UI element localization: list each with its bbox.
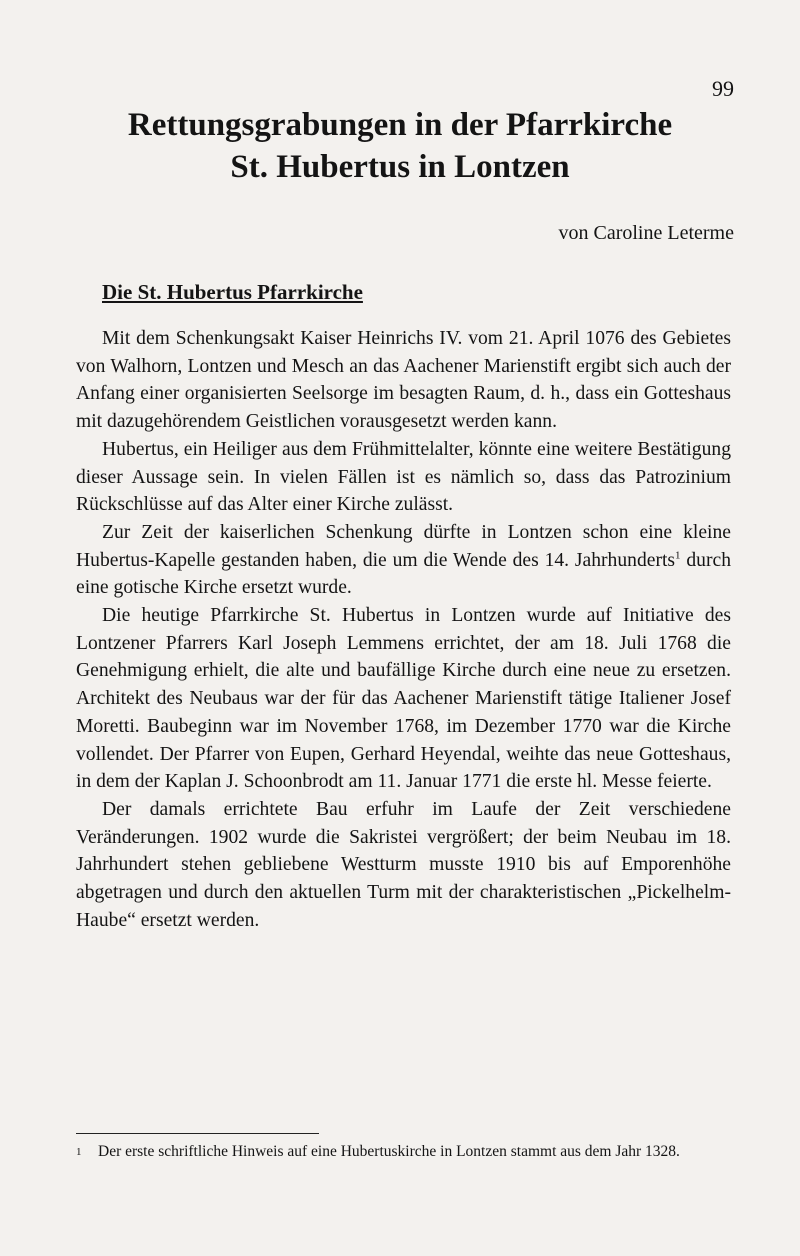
paragraph-1: Mit dem Schenkungsakt Kaiser Heinrichs IV. vom 21. April 1076 des Gebietes von Walhorn, Lontzen und Mesch an das Aachener Marienstift ergibt sich auch der Anfang einer organisierten Seelsorge im besagten Raum, d. h., dass ein Gotteshaus mit dazugehörendem Geistlichen vorausgesetzt werden kann. [76,328,731,433]
paragraph-3-text-b: durch eine gotische Kirche ersetzt wurde. [76,549,731,599]
page-number: 99 [712,76,734,101]
body-text [76,325,731,934]
section-heading: Die St. Hubertus Pfarrkirche [102,280,363,304]
paragraph-3-text-a: Zur Zeit der kaiserlichen Schenkung dürfte in Lontzen schon eine kleine Hubertus-Kapelle gestanden haben, die um die Wende des 14. Jahrhunderts [76,521,731,571]
title-line-1: Rettungsgrabungen in der Pfarrkirche [127,107,673,143]
title-line-2: St. Hubertus in Lontzen [230,149,570,185]
paragraph-2: Hubertus, ein Heiliger aus dem Frühmittelalter, könnte eine weitere Bestätigung dieser Aussage sein. In vielen Fällen ist es nämlich so, dass das Patrozinium Rückschlüsse auf das Alter einer Kirche zulässt. [76,438,731,516]
page-title [70,104,730,188]
paragraph-4: Die heutige Pfarrkirche St. Hubertus in Lontzen wurde auf Initiative des Lontzener Pfarrers Karl Joseph Lemmens errichtet, der am 18. Juli 1768 die Genehmigung erhielt, die alte und baufällige Kirche durch eine neue zu ersetzen. Architekt des Neubaus war der für das Aachener Marienstift tätige Italiener Josef Moretti. Baubeginn war im November 1768, im Dezember 1770 war die Kirche vollendet. Der Pfarrer von Eupen, Gerhard Heyendal, weihte das neue Gotteshaus, in dem der Kaplan J. Schoonbrodt am 11. Januar 1771 die erste hl. Messe feierte. [76,605,731,793]
footnote-divider [76,1133,319,1134]
paragraph-3 [76,519,731,602]
footnote-mark: 1 [76,1146,82,1158]
author-byline: von Caroline Leterme [558,222,734,244]
footnote-text: Der erste schriftliche Hinweis auf eine Hubertuskirche in Lontzen stammt aus dem Jahr 1328. [98,1143,680,1160]
paragraph-5: Der damals errichtete Bau erfuhr im Laufe der Zeit verschiedene Veränderungen. 1902 wurde die Sakristei vergrößert; der beim Neubau im 18. Jahrhundert stehen gebliebene Westturm musste 1910 bis auf Emporenhöhe abgetragen und durch den aktuellen Turm mit der charakteristischen „Pickelhelm-Haube“ ersetzt werden. [76,798,731,931]
footnote-reference: 1 [675,549,681,562]
footnote [76,1141,753,1163]
